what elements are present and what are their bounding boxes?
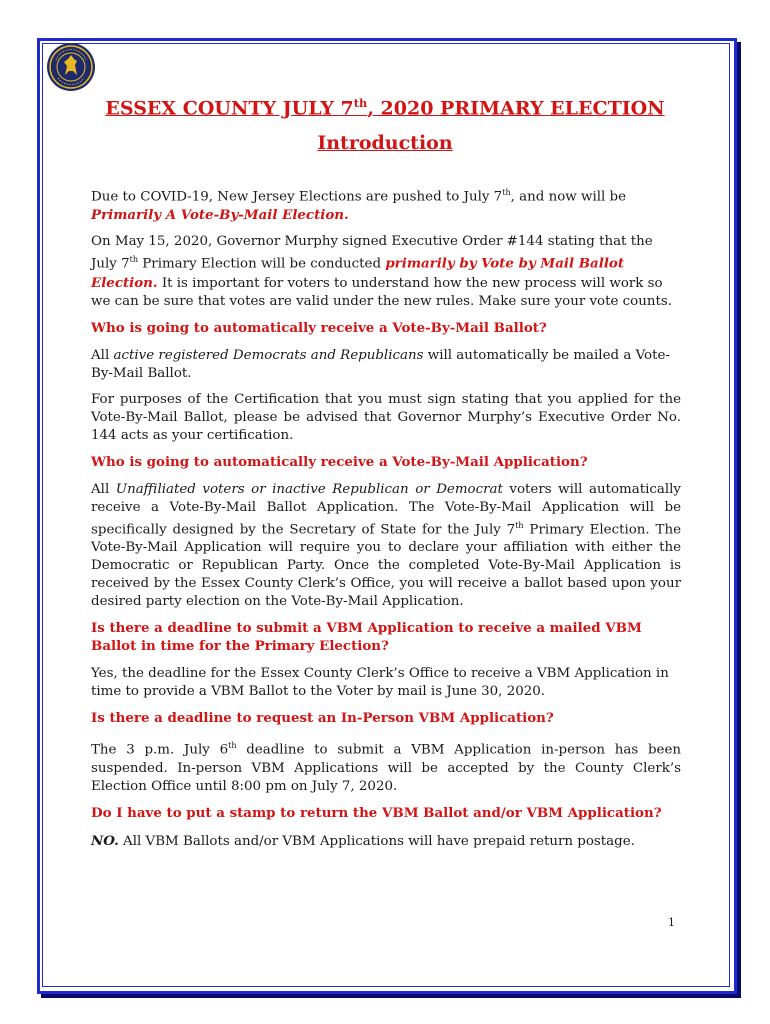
answer-paragraph-5: NO. All VBM Ballots and/or VBM Applications will have prepaid return postage. [91, 832, 635, 849]
page-number: 1 [668, 916, 675, 929]
intro-paragraph-2: On May 15, 2020, Governor Murphy signed Executive Order #144 stating that the July 7th Primary Election will be conducted primarily by Vote by Mail Ballot Election. It is important for voters to understand how the new process will work so we can be sure that votes are valid under the new rules. Make sure your vote counts. [91, 234, 672, 309]
page-title: ESSEX COUNTY JULY 7th, 2020 PRIMARY ELECTION [105, 96, 665, 120]
emphasis-text: Primarily A Vote-By-Mail Election. [91, 207, 349, 224]
question-heading-5: Do I have to put a stamp to return the VBM Ballot and/or VBM Application? [91, 804, 662, 821]
section-heading-introduction: Introduction [317, 132, 453, 154]
question-heading-4: Is there a deadline to request an In-Person VBM Application? [91, 710, 554, 727]
answer-paragraph-3: Yes, the deadline for the Essex County Clerk’s Office to receive a VBM Application in time to provide a VBM Ballot to the Voter by mail is June 30, 2020. [91, 666, 669, 700]
emphasis-text: primarily by Vote by Mail Ballot Election. [91, 255, 625, 291]
county-seal-icon [46, 42, 96, 92]
intro-paragraph-1: Due to COVID-19, New Jersey Elections are pushed to July 7th, and now will be Primarily A Vote-By-Mail Election. [91, 188, 627, 224]
answer-paragraph-2: All Unaffiliated voters or inactive Republican or Democrat voters will automatically receive a Vote-By-Mail Ballot Application. The Vote-By-Mail Application will be specifically designed by the Secretary of State for the July 7th Primary Election. The Vote-By-Mail Application will require you to declare your affiliation with either the Democratic or Republican Party. Once the completed Vote-By-Mail Application is received by the Essex County Clerk’s Office, you will receive a ballot based upon your desired party election on the Vote-By-Mail Application. [91, 481, 681, 610]
question-heading-1: Who is going to automatically receive a Vote-By-Mail Ballot? [91, 319, 547, 336]
document-body [91, 184, 681, 859]
answer-paragraph-1b: For purposes of the Certification that you must sign stating that you applied for the Vote-By-Mail Ballot, please be advised that Governor Murphy’s Executive Order No. 144 acts as your certification. [91, 391, 681, 443]
answer-paragraph-4: The 3 p.m. July 6th deadline to submit a VBM Application in-person has been suspended. In-person VBM Applications will be accepted by the County Clerk’s Election Office until 8:00 pm on July 7, 2020. [91, 741, 681, 794]
answer-paragraph-1: All active registered Democrats and Republicans will automatically be mailed a Vote-By-Mail Ballot. [91, 347, 670, 381]
question-heading-3: Is there a deadline to submit a VBM Application to receive a mailed VBM Ballot in time for the Primary Election? [91, 620, 642, 655]
question-heading-2: Who is going to automatically receive a Vote-By-Mail Application? [91, 453, 588, 470]
